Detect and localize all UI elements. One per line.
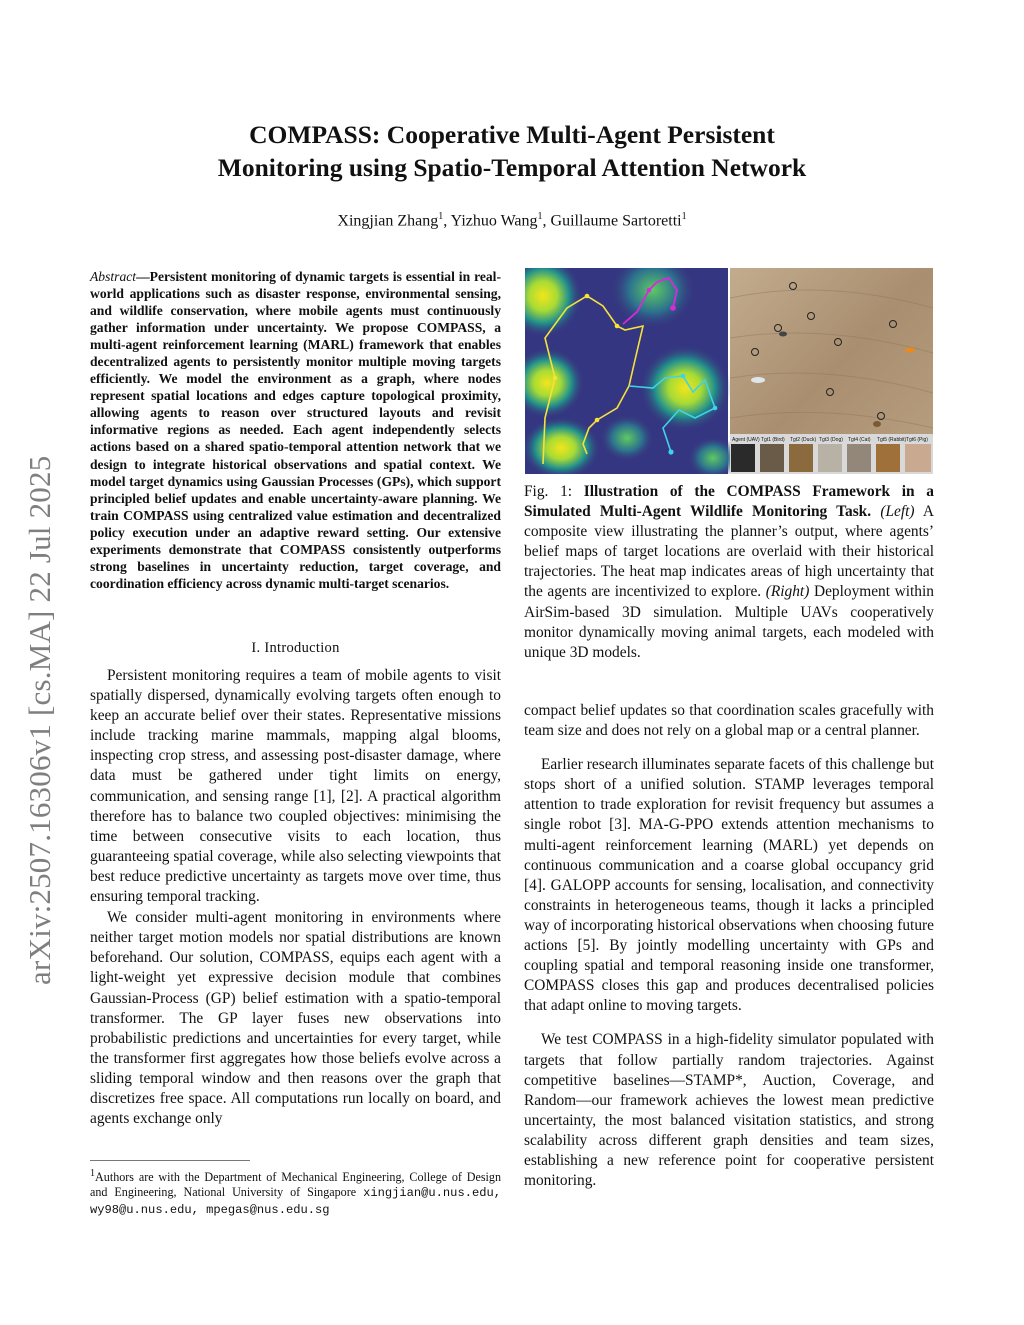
strip-label: Tgt2 (Duck) (790, 437, 817, 443)
section-heading: I. Introduction (251, 640, 340, 656)
abstract (90, 268, 501, 592)
author-name: Xingjian Zhang (337, 212, 439, 230)
strip-label: Tgt1 (Bird) (761, 437, 785, 443)
abstract-text: —Persistent monitoring of dynamic targets is essential in real-world applications such as disaster response, environmental sensing, and wildlife conservation, where mobile agents must continuously gather information under uncertainty. We propose COMPASS, a multi-agent reinforcement learning (MARL) framework that enables decentralized agents to persistently monitor multiple moving targets efficiently. We model the environment as a graph, where nodes represent spatial locations and edges capture topological proximity, allowing agents to reason over structured layouts and revisit informative regions as needed. Each agent independently selects actions based on a shared spatio-temporal attention network that we design to integrate historical observations and spatial context. We model target dynamics using Gaussian Processes (GPs), which support principled belief updates and enable uncertainty-aware planning. We train COMPASS using centralized value estimation and decentralized policy execution under an adaptive reward setting. Our extensive experiments demonstrate that COMPASS consistently outperforms strong baselines in uncertainty reduction, target coverage, and coordination efficiency across dynamic multi-target scenarios. (90, 269, 501, 591)
figure-1 (525, 268, 933, 474)
author-affiliation: 1 (537, 211, 543, 222)
caption-right-text: Deployment within AirSim-based 3D simulation. Multiple UAVs cooperatively monitor dynamically moving animal targets, each modeled with unique 3D models. (524, 583, 934, 661)
strip-label: Tgt3 (Dog) (819, 437, 843, 443)
caption-right-tag: (Right) (765, 583, 810, 601)
caption-left-tag: (Left) (880, 503, 915, 521)
caption-label: Fig. 1: (524, 483, 584, 500)
figure-graphic (525, 268, 933, 474)
right-column-body (524, 701, 934, 1205)
figure-caption (524, 482, 934, 663)
footnote-rule (90, 1160, 250, 1161)
footnote-text: Authors are with the Department of Mechanical Engineering, College of Design and Engineering, National University of Singapore (90, 1170, 501, 1200)
intro-paragraph: We consider multi-agent monitoring in environments where neither target motion models nor spatial distributions are known beforehand. Our solution, COMPASS, equips each agent with a light-weight yet expressive decision module that combines Gaussian-Process (GP) belief estimation with a spatio-temporal transformer. The GP layer fuses new observations into probabilistic predictions and uncertainties for every target, while the transformer first aggregates how those beliefs evolve across a sliding temporal window and then reasons over the graph that discretizes free space. All computations run locally on board, and agents exchange only (90, 909, 501, 1128)
strip-label: Tgt5 (Rabbit) (877, 437, 907, 443)
heatmap-panel (525, 268, 739, 474)
author-affiliation: 1 (438, 211, 444, 222)
caption-title: Illustration of the COMPASS Framework in a Simulated Multi-Agent Wildlife Monitoring Task. (524, 483, 934, 521)
intro-paragraph: Persistent monitoring requires a team of mobile agents to visit spatially dispersed, dynamically evolving targets often enough to keep an accurate belief over their states. Representative missions include tracking marine mammals, mapping algal blooms, inspecting crop stress, and assessing post-disaster damage, where data must be gathered under tight limits on energy, communication, and sensing range [1], [2]. A practical algorithm therefore has to balance two coupled objectives: minimising the time between consecutive visits to each location, thus guaranteeing spatial coverage, while also selecting viewpoints that best reduce predictive uncertainty as targets move over time, thus ensuring temporal tracking. (90, 667, 501, 906)
strip-label: Agent (UAV) (732, 437, 760, 443)
introduction-body (90, 666, 501, 1130)
caption-left-text: A composite view illustrating the planner’s output, where agents’ belief maps of target locations are overlaid with their historical trajectories. The heat map indicates areas of high uncertainty that the agents are incentivized to explore. (524, 503, 935, 601)
footnote (90, 1166, 501, 1218)
body-paragraph: compact belief updates so that coordination scales gracefully with team size and does not rely on a global map or a central planner. (524, 702, 934, 740)
strip-label: Tgt6 (Pig) (906, 437, 928, 443)
title-line-1: COMPASS: Cooperative Multi-Agent Persistent (249, 120, 775, 149)
arxiv-stamp: arXiv:2507.16306v1 [cs.MA] 22 Jul 2025 (22, 455, 57, 985)
abstract-label: Abstract (90, 269, 137, 284)
footnote-marker: 1 (90, 1168, 96, 1179)
author-list: Xingjian Zhang$^1$, Yizhuo Wang$^1$, Guillaume Sartoretti$^1$ (337, 211, 687, 230)
strip-label: Tgt4 (Cat) (848, 437, 871, 443)
simulation-panel (730, 268, 933, 474)
title-line-2: Monitoring using Spatio-Temporal Attention Network (217, 153, 807, 182)
paper-title (150, 118, 874, 184)
footnote-emails: xingjian@u.nus.edu, wy98@u.nus.edu, mpegas@nus.edu.sg (90, 1186, 501, 1217)
author-name: Yizhuo Wang (450, 212, 538, 230)
body-paragraph: We test COMPASS in a high-fidelity simulator populated with targets that follow partially random trajectories. Against competitive baselines—STAMP*, Auction, Coverage, and Random—our framework achieves the lowest mean predictive uncertainty, the most balanced visitation statistics, and strong scalability across different graph densities and team sizes, establishing a new reference point for cooperative persistent monitoring. (524, 1031, 934, 1190)
author-affiliation: 1 (681, 211, 687, 222)
body-paragraph: Earlier research illuminates separate facets of this challenge but stops short of a unified solution. STAMP leverages temporal attention to trade exploration for revisit frequency but assumes a single robot [3]. MA-G-PPO extends attention mechanisms to multi-agent reinforcement learning (MARL) yet depends on continuous communication and a coarse global occupancy grid [4]. GALOPP accounts for sensing, localisation, and connectivity constraints in heterogeneous teams, though it lacks a principled way of incorporating historical observations when choosing future actions [5]. By jointly modelling uncertainty with GPs and coupling spatial and temporal reasoning inside one transformer, COMPASS closes this gap and produces decentralised policies that adapt online to moving targets. (524, 756, 934, 1015)
author-name: Guillaume Sartoretti (550, 212, 682, 230)
